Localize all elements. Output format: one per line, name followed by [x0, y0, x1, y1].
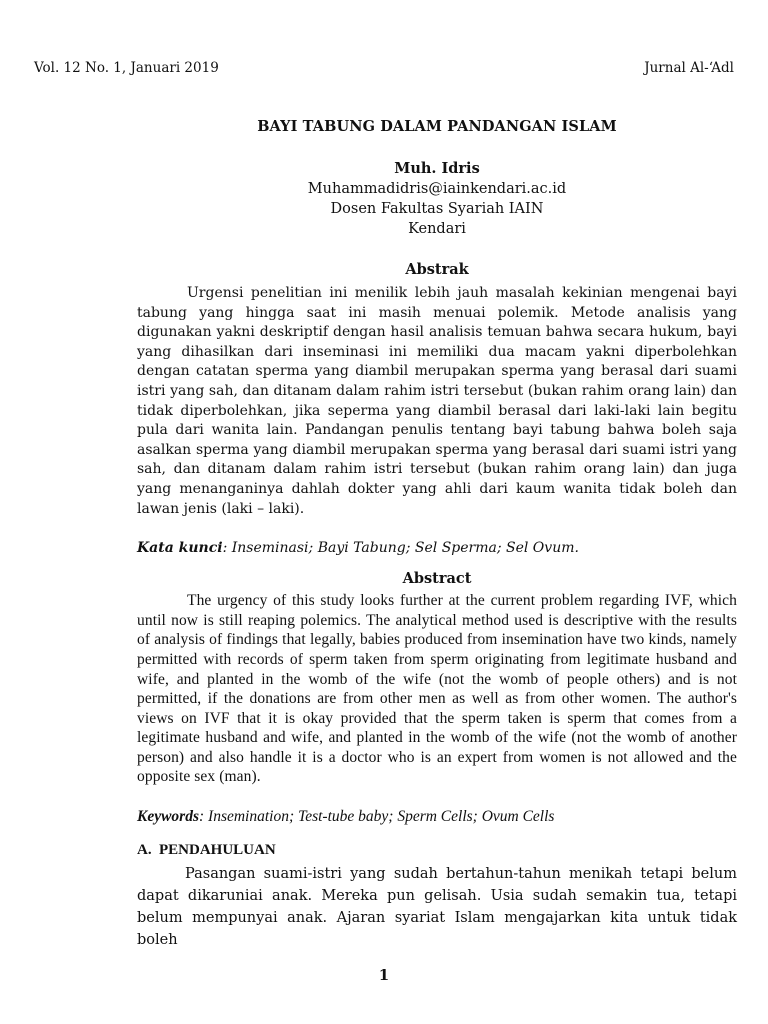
page-number: 1	[378, 966, 390, 984]
author-block	[137, 159, 737, 239]
journal-volume: Vol. 12 No. 1, Januari 2019	[34, 60, 219, 76]
introduction-text: Pasangan suami-istri yang sudah bertahun-tahun menikah tetapi belum dapat dikaruniai anak. Mereka pun gelisah. Usia sudah semakin tua, tetapi belum mempunyai anak. Ajaran syariat Islam mengajarkan kita untuk tidak boleh	[137, 866, 737, 949]
kata-kunci-label: Kata kunci	[137, 540, 223, 557]
author-city: Kendari	[408, 221, 466, 237]
section-heading	[137, 842, 737, 859]
author-name: Muh. Idris	[394, 160, 480, 177]
abstract-heading: Abstract	[402, 570, 472, 588]
running-header	[34, 60, 734, 80]
kata-kunci	[137, 539, 737, 558]
abstrak-heading: Abstrak	[405, 261, 469, 278]
kata-kunci-values: : Inseminasi; Bayi Tabung; Sel Sperma; Sel Ovum.	[222, 540, 579, 557]
paper-title: BAYI TABUNG DALAM PANDANGAN ISLAM	[257, 118, 617, 135]
section-title: PENDAHULUAN	[159, 842, 276, 859]
abstrak-text: Urgensi penelitian ini menilik lebih jauh masalah kekinian mengenai bayi tabung yang hingga saat ini masih menuai polemik. Metode analisis yang digunakan yakni deskriptif dengan hasil analisis temuan bahwa secara hukum, bayi yang dihasilkan dari inseminasi ini memiliki dua macam yakni diperbolehkan dengan catatan sperma yang diambil merupakan sperma yang berasal dari suami istri yang sah, dan ditanam dalam rahim istri tersebut (bukan rahim orang lain) dan tidak diperbolehkan, jika seperma yang diambil berasal dari laki-laki lain begitu pula dari wanita lain. Pandangan penulis tentang bayi tabung bahwa boleh saja asalkan sperma yang diambil merupakan sperma yang berasal dari suami istri yang sah, dan ditanam dalam rahim istri tersebut (bukan rahim orang lain) dan juga yang menanganinya dahlah dokter yang ahli dari kaum wanita tidak boleh dan lawan jenis (laki – laki).	[137, 285, 737, 517]
author-email: Muhammadidris@iainkendari.ac.id	[307, 181, 567, 197]
author-affiliation: Dosen Fakultas Syariah IAIN	[330, 201, 544, 217]
paper-body	[137, 118, 737, 966]
journal-name: Jurnal Al-‘Adl	[644, 60, 734, 76]
abstract-text: The urgency of this study looks further at the current problem regarding IVF, which until now is still reaping polemics. The analytical method used is descriptive with the results of analysis of findings that legally, babies produced from insemination have two kinds, namely permitted with records of sperm taken from sperm originating from legitimate husband and wife, and planted in the womb of the wife (not the womb of people others) and is not permitted, if the donations are from other men as well as from other women. The author's views on IVF that it is okay provided that the sperm taken is sperm that comes from a legitimate husband and wife, and planted in the womb of the wife (not the womb of another person) and also handle it is a doctor who is an expert from women is not allowed and the opposite sex (man).	[137, 592, 737, 786]
keywords-values: : Insemination; Test-tube baby; Sperm Cells; Ovum Cells	[199, 808, 555, 826]
keywords-label: Keywords	[137, 808, 199, 826]
keywords	[137, 807, 737, 826]
section-number: A.	[137, 842, 152, 859]
